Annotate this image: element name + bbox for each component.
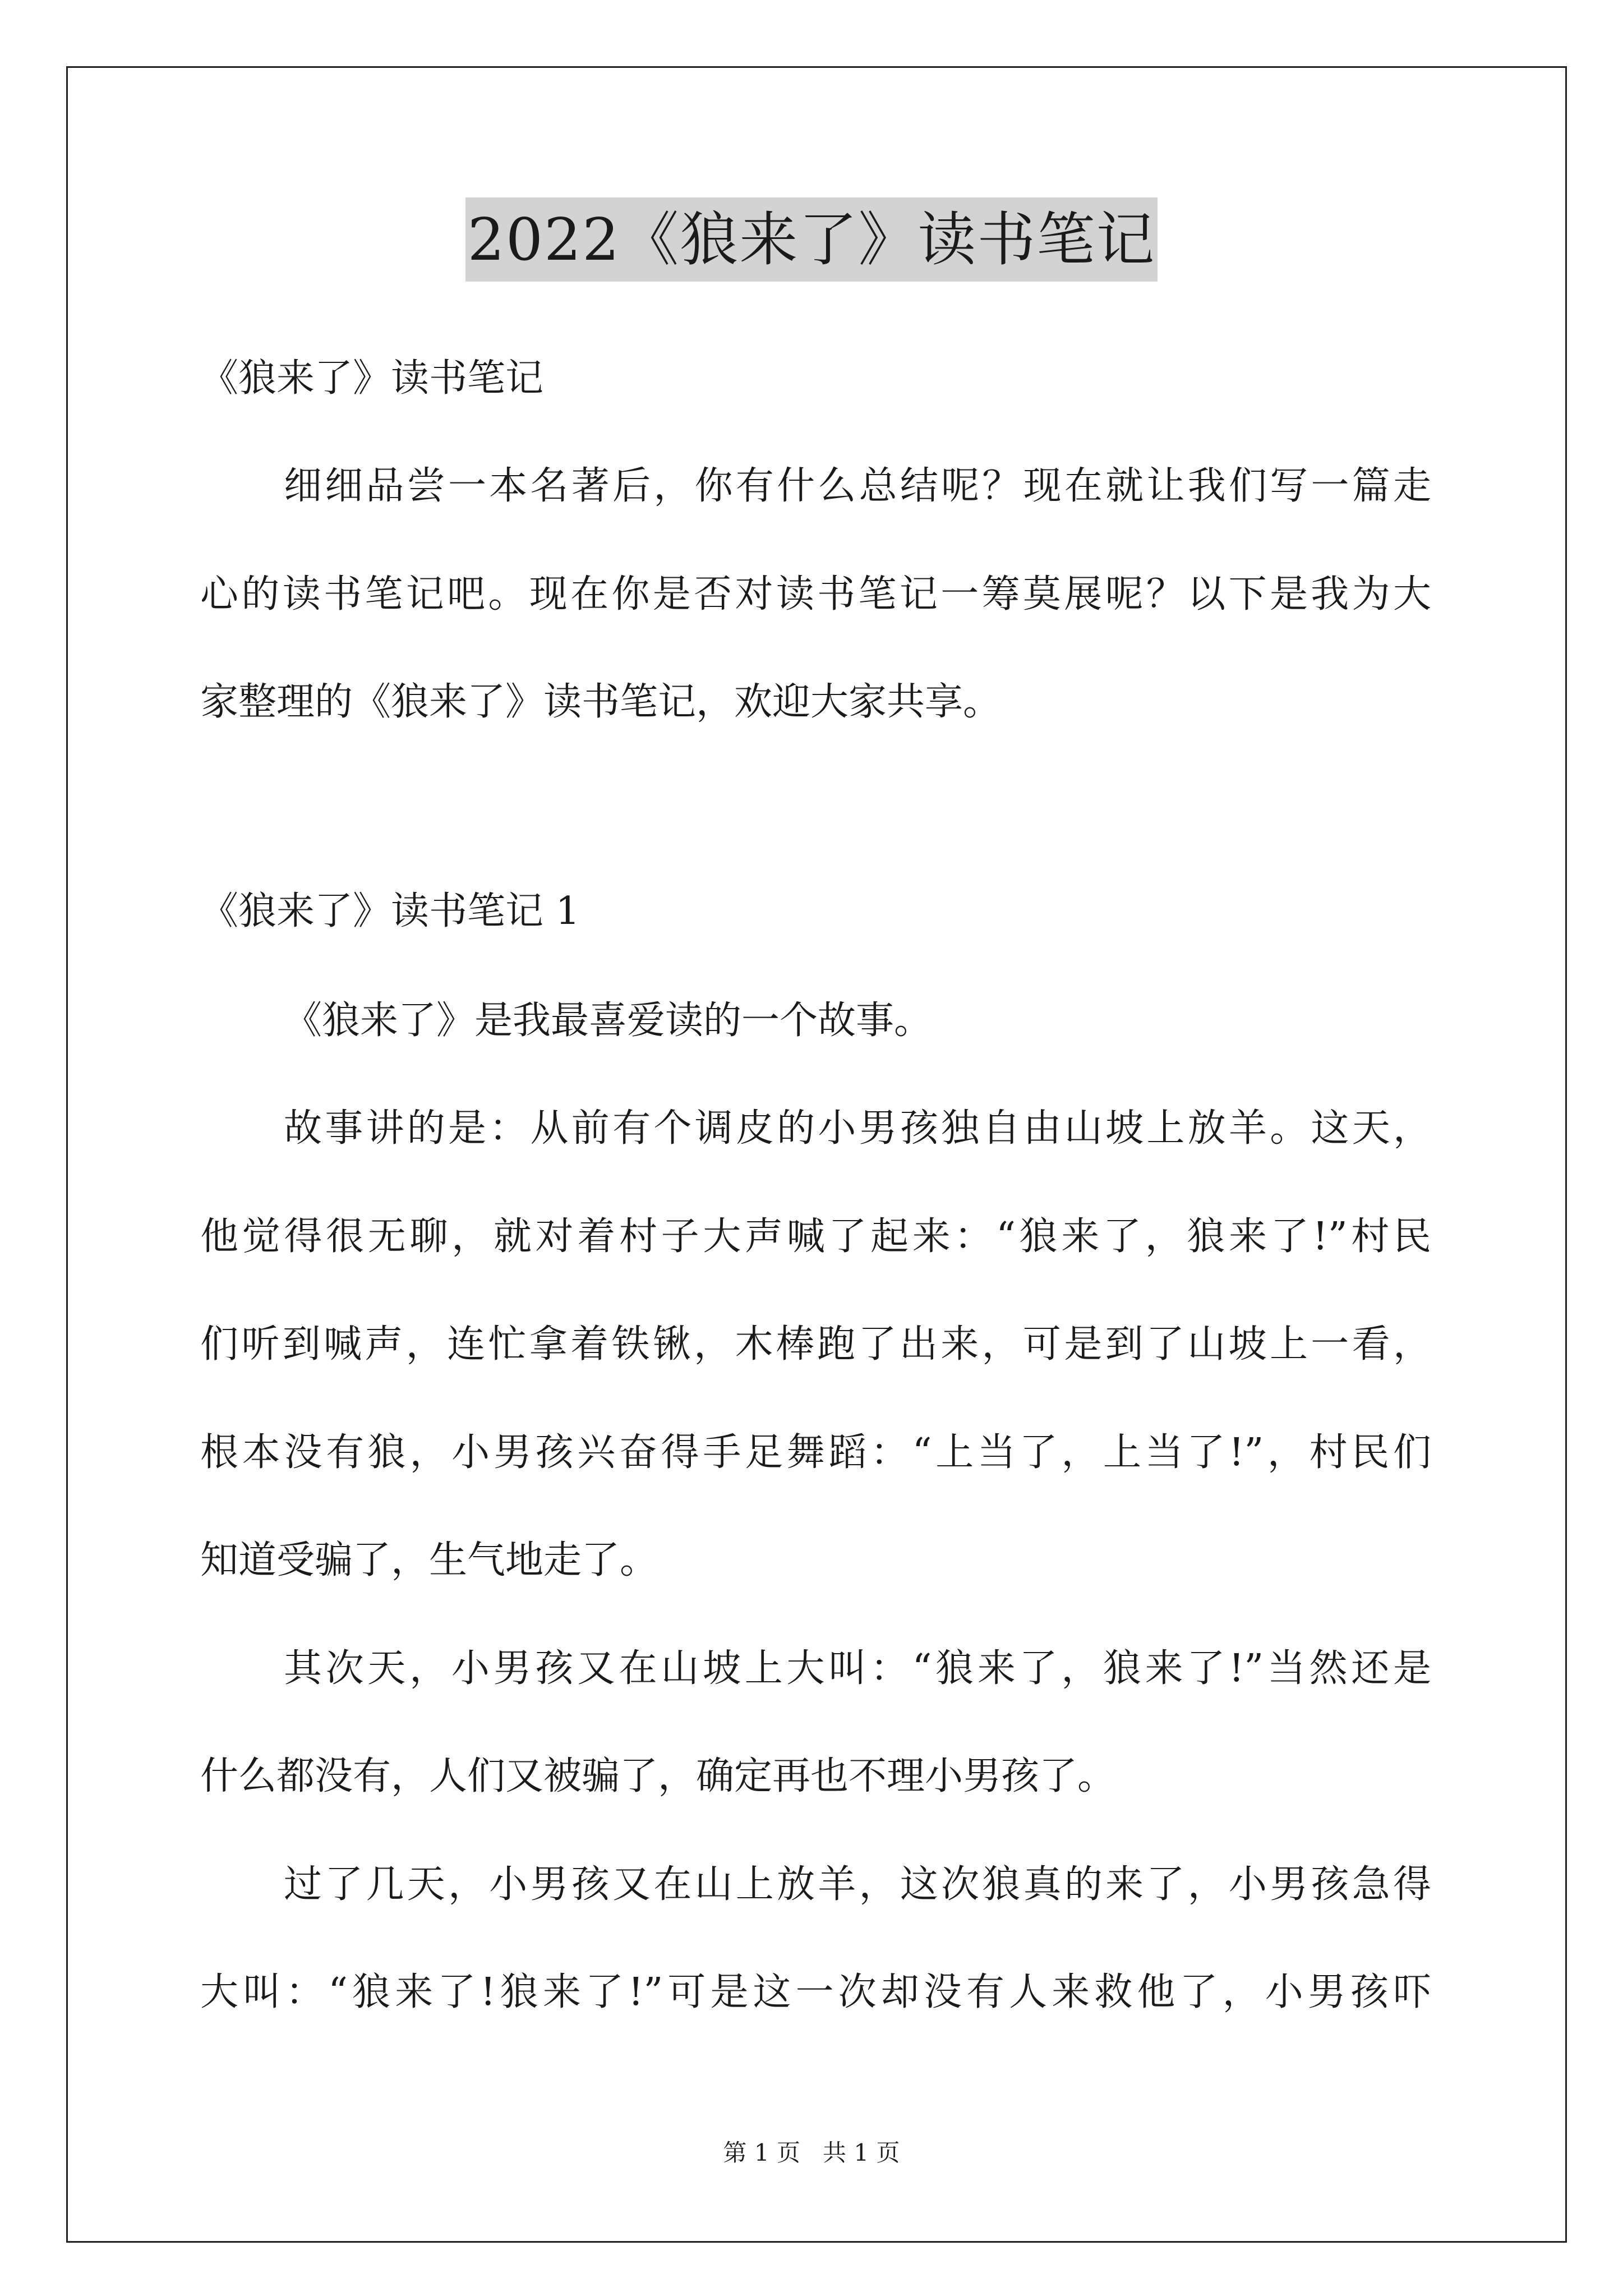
body-line: 大叫：“狼来了!狼来了!”可是这一次却没有人来救他了，小男孩吓	[200, 1970, 1431, 2014]
body-line: 故事讲的是：从前有个调皮的小男孩独自由山坡上放羊。这天，	[284, 1106, 1431, 1151]
body-line: 他觉得很无聊，就对着村子大声喊了起来：“狼来了，狼来了!”村民	[200, 1214, 1431, 1259]
intro-line: 家整理的《狼来了》读书笔记，欢迎大家共享。	[200, 680, 1002, 724]
intro-line: 心的读书笔记吧。现在你是否对读书笔记一筹莫展呢？以下是我为大	[200, 572, 1431, 616]
body-line: 《狼来了》是我最喜爱读的一个故事。	[284, 999, 933, 1043]
section-heading: 《狼来了》读书笔记 1	[200, 889, 580, 933]
intro-line: 细细品尝一本名著后，你有什么总结呢？现在就让我们写一篇走	[284, 464, 1431, 508]
title-container	[0, 197, 1623, 282]
body-line: 根本没有狼，小男孩兴奋得手足舞蹈：“上当了，上当了!”，村民们	[200, 1430, 1431, 1475]
page-footer: 第 1 页 共 1 页	[723, 2139, 900, 2166]
body-line: 其次天，小男孩又在山坡上大叫：“狼来了，狼来了!”当然还是	[284, 1646, 1431, 1691]
body-line: 什么都没有，人们又被骗了，确定再也不理小男孩了。	[200, 1754, 1116, 1798]
body-line: 们听到喊声，连忙拿着铁锹，木棒跑了出来，可是到了山坡上一看，	[200, 1322, 1431, 1366]
body-line: 知道受骗了，生气地走了。	[200, 1538, 658, 1582]
document-title: 2022《狼来了》读书笔记	[465, 197, 1158, 282]
body-line: 过了几天，小男孩又在山上放羊，这次狼真的来了，小男孩急得	[284, 1862, 1431, 1907]
subtitle: 《狼来了》读书笔记	[200, 356, 544, 401]
